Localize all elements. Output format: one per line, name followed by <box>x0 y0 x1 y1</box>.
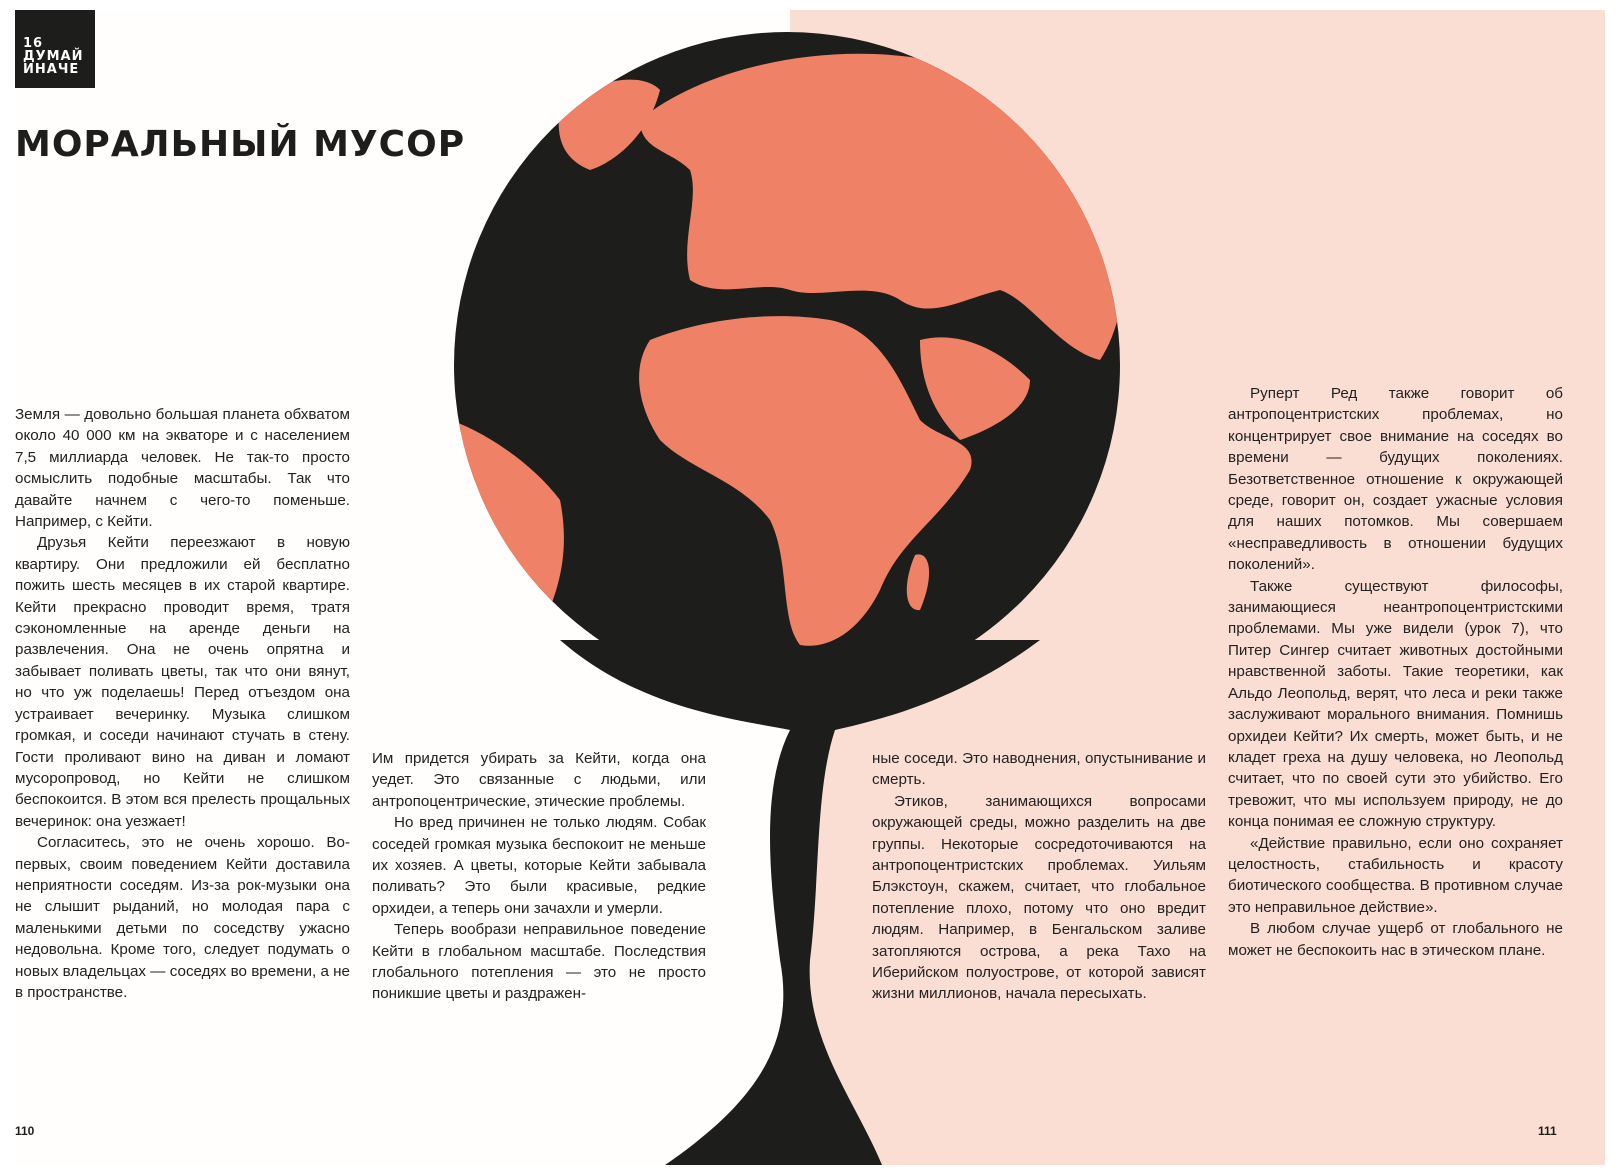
paragraph: Согласитесь, это не очень хорошо. Во-первых, своим поведением Кейти доставила неприятности соседям. Из-за рок-музыки она не слышит рыданий, но молодая пара с маленькими детьми по соседству ужасно недовольна. Кроме того, следует подумать о новых владельцах — соседях во времени, а не в пространстве. <box>15 834 350 1001</box>
page-title: МОРАЛЬНЫЙ МУСОР <box>15 124 466 165</box>
text-column-1 <box>15 404 350 1003</box>
page-number-right: 111 <box>1538 1124 1557 1138</box>
text-column-2 <box>372 748 706 1005</box>
paragraph: Но вред причинен не только людям. Собак соседей громкая музыка беспокоит не меньше их хозяев. А цветы, которые Кейти забывала поливать? Это были красивые, редкие орхидеи, а теперь они зачахли и умерли. <box>372 814 706 917</box>
paragraph: В любом случае ущерб от глобального не может не беспокоить нас в этическом плане. <box>1228 920 1563 959</box>
paragraph: ные соседи. Это наводнения, опустынивание и смерть. <box>872 750 1206 789</box>
page-number-left: 110 <box>15 1124 35 1138</box>
badge-line-think: ДУМАЙ <box>23 49 84 64</box>
paragraph: Земля — довольно большая планета обхватом около 40 000 км на экваторе и с населением 7,5 миллиарда человек. Не так-то просто осмыслить подобные масштабы. Так что давайте начнем с чего-то поменьше. Например, с Кейти. <box>15 406 350 531</box>
text-column-4 <box>1228 383 1563 961</box>
paragraph: «Действие правильно, если оно сохраняет целостность, стабильность и красоту биотического сообщества. В противном случае это неправильное действие». <box>1228 834 1563 916</box>
chapter-badge <box>15 10 95 88</box>
text-column-3 <box>872 748 1206 1005</box>
badge-number: 16 <box>23 36 44 51</box>
paragraph: Им придется убирать за Кейти, когда она уедет. Это связанные с людьми, или антропоцентрические, этические проблемы. <box>372 750 706 810</box>
paragraph: Руперт Ред также говорит об антропоцентристских проблемах, но концентрирует свое внимание на соседях во времени — будущих поколениях. Безответственное отношение к окружающей среде, говорит он, создает ужасные условия для наших потомков. Мы совершаем «несправедливость в отношении будущих поколений». <box>1228 385 1563 574</box>
paragraph: Друзья Кейти переезжают в новую квартиру. Они предложили ей бесплатно пожить шесть месяцев в их старой квартире. Кейти прекрасно проводит время, тратя сэкономленные на аренде деньги на развлечения. Она не очень опрятна и забывает поливать цветы, так что они вянут, но что уж поделаешь! Перед отъездом она устраивает вечеринку. Музыка слишком громкая, и соседи начинают стучать в стену. Гости проливают вино на диван и ломают мусоропровод, но Кейти не слишком беспокоится. В этом вся прелесть прощальных вечеринок: она уезжает! <box>15 534 350 830</box>
paragraph: Этиков, занимающихся вопросами окружающей среды, можно разделить на две группы. Некоторые сосредоточиваются на антропоцентристских проблемах. Уильям Блэкстоун, скажем, считает, что глобальное потепление плохо, потому что оно вредит людям. Например, в Бенгальском заливе затопляются острова, а река Тахо на Иберийском полуострове, от которой зависят жизни миллионов, начала пересыхать. <box>872 792 1206 1003</box>
badge-line-differently: ИНАЧЕ <box>23 62 80 77</box>
paragraph: Теперь вообрази неправильное поведение Кейти в глобальном масштабе. Последствия глобального потепления — это не просто поникшие цветы и раздражен- <box>372 921 706 1003</box>
paragraph: Также существуют философы, занимающиеся неантропоцентристскими проблемами. Мы уже видели (урок 7), что Питер Сингер считает животных достойными нравственной заботы. Такие теоретики, как Альдо Леопольд, верят, что леса и реки также заслуживают морального внимания. Помнишь орхидеи Кейти? Их смерть, может быть, и не кладет греха на душу человека, но Леопольд считает, что по своей сути это убийство. Его тревожит, что мы используем природу, не до конца понимая ее сложную структуру. <box>1228 577 1563 831</box>
